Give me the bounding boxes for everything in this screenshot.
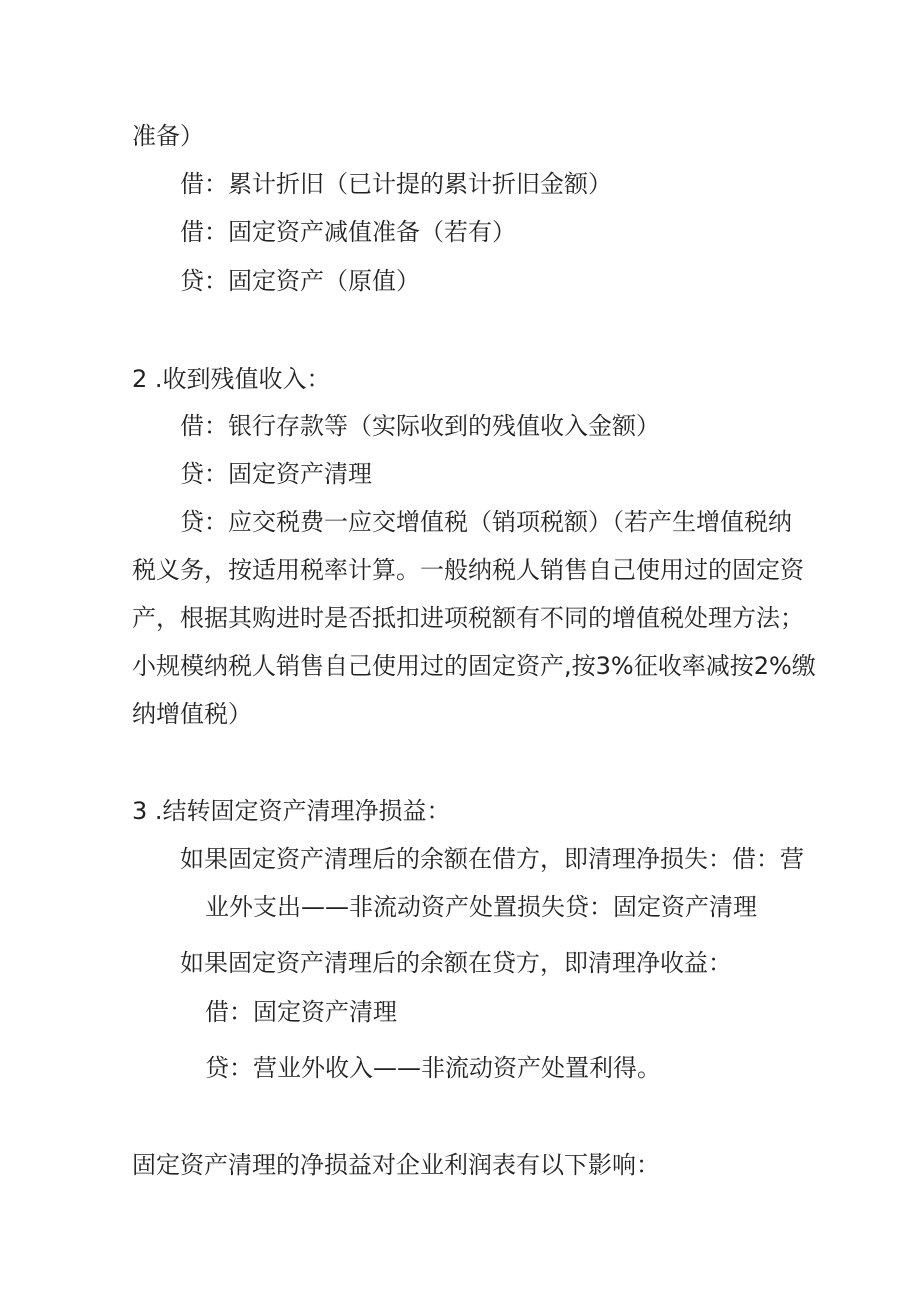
entry-credit-vat-line-5: 纳增值税）	[132, 700, 252, 728]
entry-debit-accumulated-depreciation: 借：累计折旧（已计提的累计折旧金额）	[180, 170, 612, 198]
section-3-heading: 3 .结转固定资产清理净损益：	[132, 797, 451, 825]
entry-credit-vat-line-2: 税义务，按适用税率计算。一般纳税人销售自己使用过的固定资	[132, 556, 804, 584]
loss-case-line-2: 业外支出——非流动资产处置损失贷：固定资产清理	[205, 893, 757, 921]
gain-case-debit: 借：固定资产清理	[205, 998, 397, 1026]
gain-case-credit: 贷：营业外收入——非流动资产处置利得。	[205, 1054, 661, 1082]
entry-credit-asset-clearing: 贷：固定资产清理	[180, 460, 372, 488]
entry-debit-impairment-provision: 借：固定资产减值准备（若有）	[180, 218, 516, 246]
profit-impact-intro: 固定资产清理的净损益对企业利润表有以下影响：	[132, 1151, 660, 1179]
entry-credit-vat-line-3: 产，根据其购进时是否抵扣进项税额有不同的增值税处理方法；	[132, 604, 804, 632]
entry-credit-vat-line-4: 小规模纳税人销售自己使用过的固定资产,按3%征收率减按2%缴	[132, 652, 816, 680]
gain-case-intro: 如果固定资产清理后的余额在贷方，即清理净收益：	[180, 949, 732, 977]
entry-credit-fixed-asset: 贷：固定资产（原值）	[180, 267, 420, 295]
text-line-continuation: 准备）	[132, 122, 204, 150]
entry-credit-vat-line-1: 贷：应交税费一应交增值税（销项税额）（若产生增值税纳	[180, 508, 792, 536]
entry-debit-bank-deposit: 借：银行存款等（实际收到的残值收入金额）	[180, 412, 660, 440]
section-2-heading: 2 .收到残值收入：	[132, 365, 331, 393]
loss-case-line-1: 如果固定资产清理后的余额在借方，即清理净损失：借：营	[180, 845, 804, 873]
